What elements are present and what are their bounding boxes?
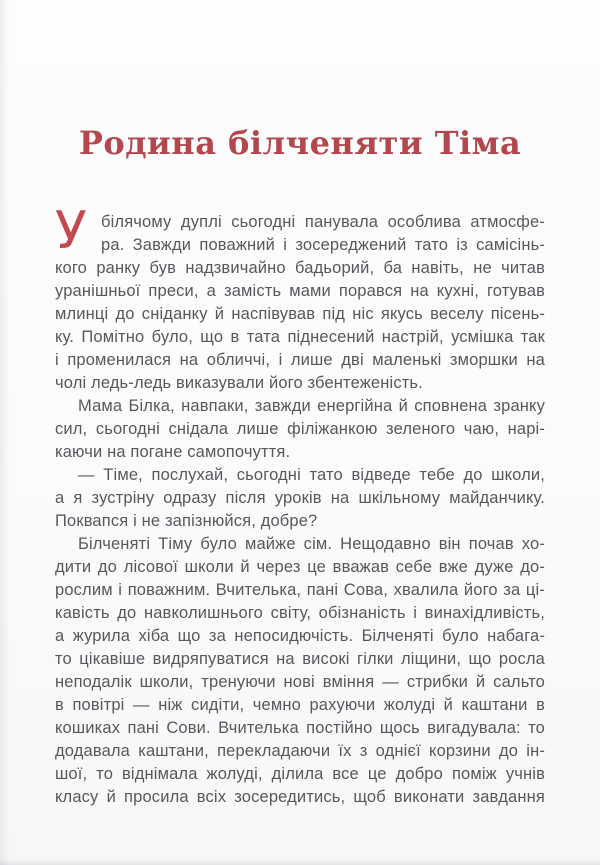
text-block bbox=[55, 201, 545, 809]
text-line: млинці до сніданку й наспівував під ніс якусь веселу пісень- bbox=[55, 305, 545, 323]
text-line: додавала каштани, перекладаючи їх з однієї корзини до ін- bbox=[55, 742, 545, 760]
text-line: шої, то віднімала жолуді, ділила все це добро поміж учнів bbox=[55, 765, 545, 783]
chapter-title: Родина білченяти Тіма bbox=[78, 124, 522, 162]
text-line: білячому дуплі сьогодні панувала особлива атмосфе- bbox=[101, 213, 545, 231]
drop-cap: У bbox=[55, 201, 87, 261]
text-line: Мама Білка, навпаки, завжди енергійна й сповнена зранку bbox=[78, 397, 545, 415]
text-line: в повітрі — ніж сидіти, чемно рахуючи жолуді й каштани в bbox=[55, 696, 545, 714]
text-line: ра. Завжди поважний і зосереджений тато із самісінь- bbox=[101, 236, 545, 254]
text-line: — Тіме, послухай, сьогодні тато відведе тебе до школи, bbox=[78, 466, 545, 484]
text-line: ку. Помітно було, що в тата піднесений настрій, усмішка так bbox=[55, 328, 545, 346]
text-line: уранішньої преси, а замість мами порався на кухні, готував bbox=[55, 282, 545, 300]
text-line: то цікавіше видряпуватися на високі гілки ліщини, що росла bbox=[55, 650, 545, 668]
text-line: кошиках пані Сови. Вчителька постійно щось вигадувала: то bbox=[55, 719, 545, 737]
paragraph bbox=[55, 464, 545, 533]
paragraph bbox=[55, 201, 545, 395]
text-line: неподалік школи, тренуючи нові вміння — стрибки й сальто bbox=[55, 673, 545, 691]
paragraph bbox=[55, 395, 545, 464]
text-line: кавість до навколишнього світу, обізнаність і винахідливість, bbox=[55, 604, 545, 622]
text-line: каючи на погане самопочуття. bbox=[55, 443, 291, 461]
text-line: Білченяті Тіму було майже сім. Нещодавно він почав хо- bbox=[78, 535, 545, 553]
text-line: кого ранку був надзвичайно бадьорий, ба навіть, не читав bbox=[55, 259, 545, 277]
text-line: чолі ледь-ледь виказували його збентеженість. bbox=[55, 374, 423, 392]
text-line: класу й просила всіх зосередитись, щоб виконати завдання bbox=[55, 788, 545, 806]
text-line: сил, сьогодні снідала лише філіжанкою зеленого чаю, нарі- bbox=[55, 420, 545, 438]
text-line: дити до лісової школи й через це вважав себе вже дуже до- bbox=[55, 558, 545, 576]
paragraph bbox=[55, 533, 545, 809]
text-line: Поквапся і не запізнюйся, добре? bbox=[55, 512, 318, 530]
text-line: і променилася на обличчі, і лише дві маленькі зморшки на bbox=[55, 351, 545, 369]
text-line: а я зустріну одразу після уроків на шкільному майданчику. bbox=[55, 489, 545, 507]
text-line: а журила хіба що за непосидючість. Білченяті було набага- bbox=[55, 627, 545, 645]
text-line: рослим і поважним. Вчителька, пані Сова, хвалила його за ці- bbox=[55, 581, 545, 599]
